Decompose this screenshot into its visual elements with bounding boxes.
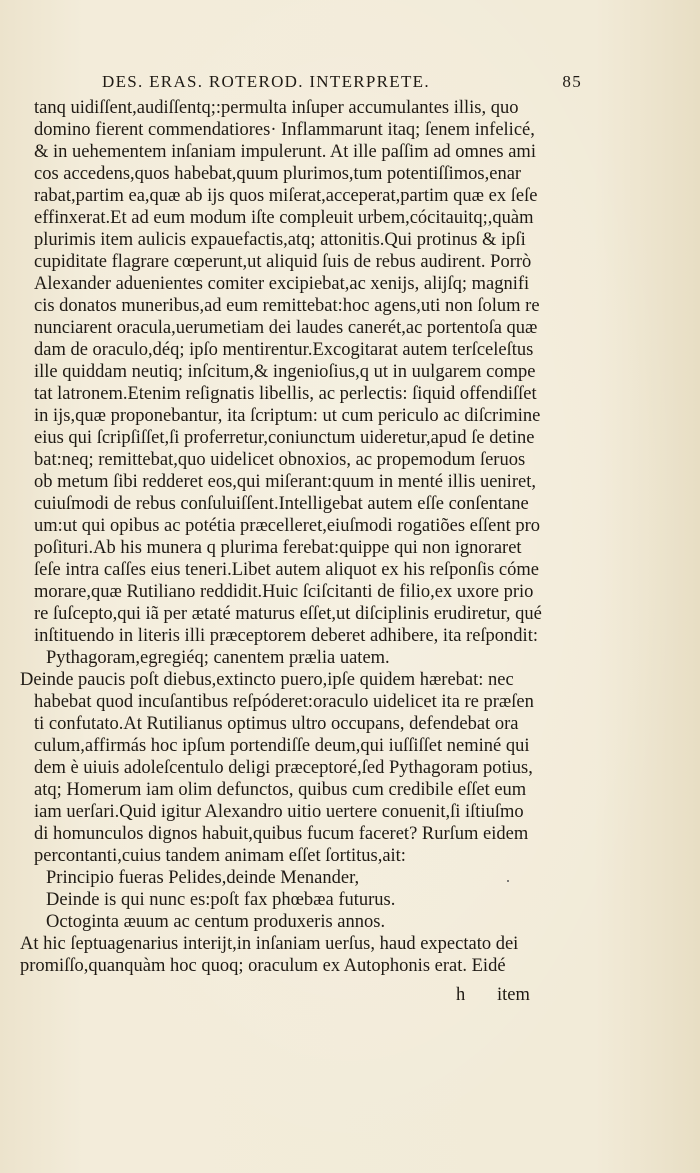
text-line: tanq uidiſſent,audiſſentq;:permulta inſuper accumulantes illis, quo (34, 98, 519, 118)
text-line: iam uerſari.Quid igitur Alexandro uitio uertere conuenit,ſi iſtiuſmo (34, 802, 524, 822)
text-line: di homunculos dignos habuit,quibus fucum faceret? Rurſum eidem (34, 824, 529, 844)
text-line: re ſuſcepto,qui iã per ætaté maturus eſſet,ut diſciplinis erudiretur, qué (34, 604, 542, 624)
text-line: cupiditate flagrare cœperunt,ut aliquid ſuis de rebus audirent. Porrò (34, 252, 532, 272)
text-line: domino fierent commendatiores· Inflammarunt itaq; ſenem infelicé, (34, 120, 535, 140)
text-line: effinxerat.Et ad eum modum iſte compleuit urbem,cócitauitq;,quàm (34, 208, 534, 228)
text-line: cuiuſmodi de rebus conſuluiſſent.Intelligebat autem eſſe conſentane (34, 494, 529, 514)
text-line: morare,quæ Rutiliano reddidit.Huic ſciſcitanti de filio,ex uxore prio (34, 582, 534, 602)
text-line: Deinde paucis poſt diebus,extincto puero,ipſe quidem hærebat: nec (20, 670, 514, 690)
text-line: plurimis item aulicis expauefactis,atq; attonitis.Qui protinus & ipſi (34, 230, 526, 250)
text-line: culum,affirmás hoc ipſum portendiſſe deum,qui iuſſiſſet neminé qui (34, 736, 530, 756)
text-line: cos accedens,quos habebat,quum plurimos,tum potentiſſimos,enar (34, 164, 522, 184)
ink-speck (507, 880, 509, 882)
text-line: Principio fueras Pelides,deinde Menander, (46, 868, 360, 888)
text-line: rabat,partim ea,quæ ab ijs quos miſerat,acceperat,partim quæ ex ſeſe (34, 186, 538, 206)
text-line: ti confutato.At Rutilianus optimus ultro occupans, defendebat ora (34, 714, 519, 734)
running-head (102, 72, 582, 96)
text-line: percontanti,cuius tandem animam eſſet ſortitus,ait: (34, 846, 406, 866)
text-line: promiſſo,quanquàm hoc quoq; oraculum ex Autophonis erat. Eidé (20, 956, 506, 976)
text-line: Alexander aduenientes comiter excipiebat,ac xenijs, alijſq; magnifi (34, 274, 530, 294)
text-line: eius qui ſcripſiſſet,ſi proferretur,coniunctum uideretur,apud ſe detine (34, 428, 535, 448)
text-line: Octoginta æuum ac centum produxeris annos. (46, 912, 386, 932)
text-line: inſtituendo in literis illi præceptorem deberet adhibere, ita reſpondit: (34, 626, 538, 646)
text-line: cis donatos muneribus,ad eum remittebat:hoc agens,uti non ſolum re (34, 296, 540, 316)
text-line: dem è uiuis adoleſcentulo deligi præceptoré,ſed Pythagoram potius, (34, 758, 533, 778)
text-line: bat:neq; remittebat,quo uidelicet obnoxios, ac propemodum ſeruos (34, 450, 526, 470)
running-title: DES. ERAS. ROTEROD. INTERPRETE. (102, 72, 430, 91)
text-block (0, 97, 700, 1017)
text-line: ſeſe intra caſſes eius teneri.Libet autem aliquot ex his reſponſis cóme (34, 560, 539, 580)
text-line: in ijs,quæ proponebantur, ita ſcriptum: ut cum periculo ac diſcrimine (34, 406, 541, 426)
text-line: ob metum ſibi redderet eos,qui miſerant:quum in menté illis ueniret, (34, 472, 536, 492)
page-footer (0, 985, 700, 1011)
text-line: poſituri.Ab his munera q plurima ferebat:quippe qui non ignoraret (34, 538, 522, 558)
text-line: Pythagoram,egregiéq; canentem prælia uatem. (46, 648, 390, 668)
text-line: nunciarent oracula,uerumetiam dei laudes canerét,ac portentoſa quæ (34, 318, 538, 338)
signature-mark: h (456, 985, 466, 1005)
text-line: Deinde is qui nunc es:poſt fax phœbæa futurus. (46, 890, 396, 910)
catchword: item (497, 985, 530, 1005)
text-line: ille quiddam neutiq; inſcitum,& ingenioſius,q ut in uulgarem compe (34, 362, 536, 382)
text-line: um:ut qui opibus ac potétia præcelleret,eiuſmodi rogatiões eſſent pro (34, 516, 541, 536)
text-line: habebat quod incuſantibus reſpóderet:oraculo uidelicet ita re præſen (34, 692, 534, 712)
text-line: & in uehementem inſaniam impulerunt. At ille paſſim ad omnes ami (34, 142, 536, 162)
text-line: At hic ſeptuagenarius interijt,in inſaniam uerſus, haud expectato dei (20, 934, 519, 954)
folio-number: 85 (562, 72, 582, 91)
text-line: dam de oraculo,déq; ipſo mentirentur.Excogitarat autem terſceleſtus (34, 340, 534, 360)
text-line: tat latronem.Etenim reſignatis libellis, ac perlectis: ſiquid offendiſſet (34, 384, 537, 404)
text-line: atq; Homerum iam olim defunctos, quibus cum credibile eſſet eum (34, 780, 527, 800)
